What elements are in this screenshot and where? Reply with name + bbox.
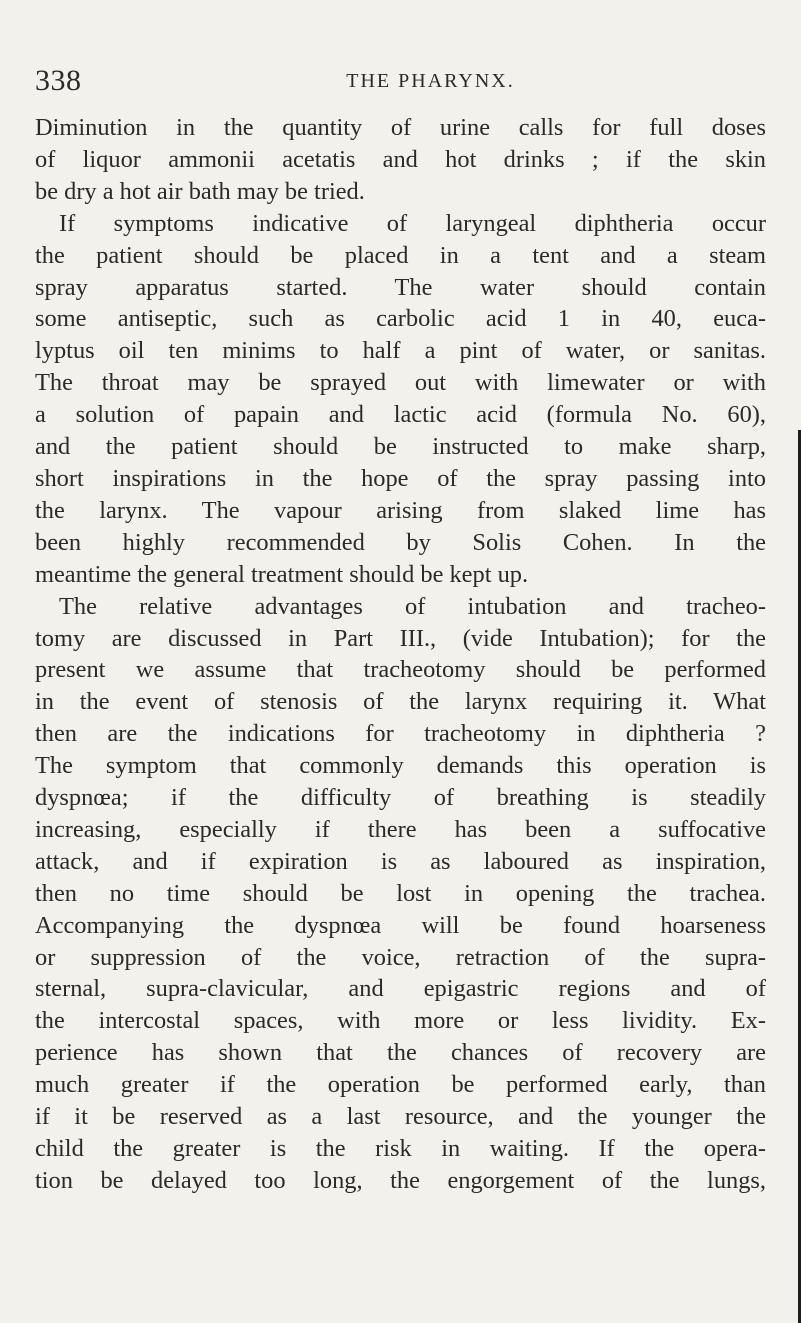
text-line: tomy are discussed in Part III., (vide Intubation); for the (35, 624, 766, 652)
text-line: lyptus oil ten minims to half a pint of water, or sanitas. (35, 337, 766, 365)
text-line: and the patient should be instructed to make sharp, (35, 433, 766, 461)
text-line: The throat may be sprayed out with limewater or with (35, 369, 766, 397)
text-line: The relative advantages of intubation and tracheo- (59, 592, 766, 620)
text-line: then no time should be lost in opening the trachea. (35, 879, 766, 907)
page-number: 338 (35, 64, 82, 97)
text-line: tion be delayed too long, the engorgement of the lungs, (35, 1166, 766, 1194)
text-line: perience has shown that the chances of recovery are (35, 1039, 766, 1067)
text-line: Diminution in the quantity of urine calls for full doses (35, 114, 766, 141)
text-line: the larynx. The vapour arising from slaked lime has (35, 496, 766, 524)
text-line: meantime the general treatment should be kept up. (35, 560, 529, 588)
text-line: then are the indications for tracheotomy in diphtheria ? (35, 720, 766, 748)
text-line: the intercostal spaces, with more or less lividity. Ex- (35, 1007, 766, 1035)
text-line: spray apparatus started. The water should contain (35, 273, 766, 301)
text-line: of liquor ammonii acetatis and hot drinks ; if the skin (35, 145, 766, 173)
text-line: a solution of papain and lactic acid (formula No. 60), (35, 401, 766, 429)
text-line: if it be reserved as a last resource, and the younger the (35, 1103, 766, 1131)
text-line: short inspirations in the hope of the spray passing into (35, 464, 766, 492)
text-line: sternal, supra-clavicular, and epigastric regions and of (35, 975, 766, 1003)
text-line: in the event of stenosis of the larynx requiring it. What (35, 688, 766, 716)
text-line: much greater if the operation be performed early, than (35, 1071, 766, 1099)
body-text (35, 112, 766, 1197)
text-line: dyspnœa; if the difficulty of breathing is steadily (35, 784, 766, 812)
text-line: be dry a hot air bath may be tried. (35, 177, 365, 205)
text-line: or suppression of the voice, retraction of the supra- (35, 943, 766, 971)
text-line: Accompanying the dyspnœa will be found hoarseness (35, 911, 766, 939)
text-line: attack, and if expiration is as laboured as inspiration, (35, 847, 766, 875)
text-line: present we assume that tracheotomy should be performed (35, 656, 766, 684)
text-line: child the greater is the risk in waiting. If the opera- (35, 1135, 766, 1162)
running-head: THE PHARYNX. (346, 70, 515, 92)
text-line: The symptom that commonly demands this operation is (35, 752, 766, 780)
text-line: increasing, especially if there has been a suffocative (35, 815, 766, 843)
text-line: some antiseptic, such as carbolic acid 1 in 40, euca- (35, 305, 766, 333)
text-line: the patient should be placed in a tent and a steam (35, 241, 766, 269)
text-line: If symptoms indicative of laryngeal diphtheria occur (59, 209, 766, 237)
text-line: been highly recommended by Solis Cohen. In the (35, 528, 766, 556)
